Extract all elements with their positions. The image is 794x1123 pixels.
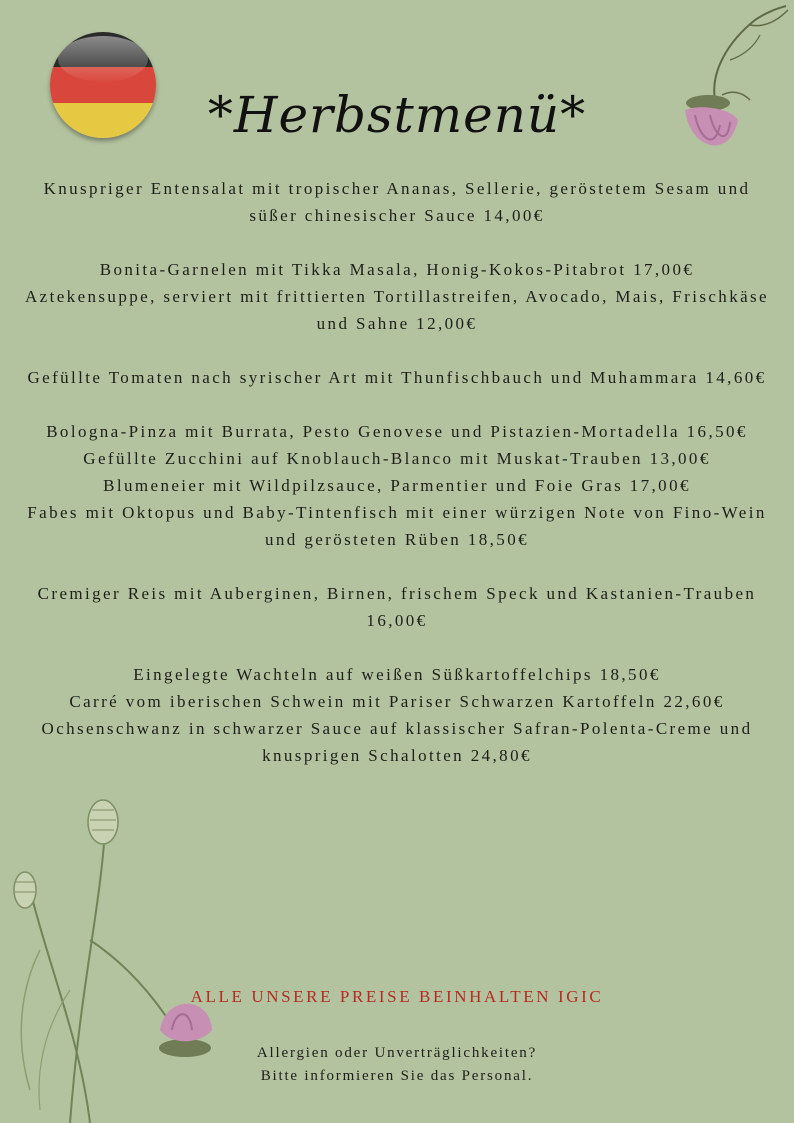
menu-item: Carré vom iberischen Schwein mit Pariser Schwarzen Kartoffeln 22,60€ (69, 692, 725, 711)
menu-item: Blumeneier mit Wildpilzsauce, Parmentier und Foie Gras 17,00€ (103, 476, 691, 495)
menu-item: Fabes mit Oktopus und Baby-Tintenfisch mit einer würzigen Note von Fino-Wein und gerösteten Rüben 18,50€ (27, 503, 767, 549)
menu-list (20, 175, 774, 769)
menu-item: Ochsenschwanz in schwarzer Sauce auf klassischer Safran-Polenta-Creme und knusprigen Schalotten 24,80€ (41, 719, 753, 765)
menu-item: Bonita-Garnelen mit Tikka Masala, Honig-Kokos-Pitabrot 17,00€ (99, 260, 695, 279)
menu-title: *Herbstmenü* (207, 86, 587, 144)
menu-item: Gefüllte Zucchini auf Knoblauch-Blanco mit Muskat-Trauben 13,00€ (83, 449, 711, 468)
allergy-line: Allergien oder Unverträglichkeiten? (256, 1045, 538, 1061)
thistle-decoration-icon (0, 790, 240, 1123)
menu-item: Knuspriger Entensalat mit tropischer Ananas, Sellerie, geröstetem Sesam und süßer chinesischer Sauce 14,00€ (43, 179, 751, 225)
menu-item: Cremiger Reis mit Auberginen, Birnen, frischem Speck und Kastanien-Trauben 16,00€ (37, 584, 757, 630)
tax-note: ALLE UNSERE PREISE BEINHALTEN IGIC (190, 987, 604, 1006)
menu-item: Gefüllte Tomaten nach syrischer Art mit Thunfischbauch und Muhammara 14,60€ (27, 368, 767, 387)
flower-decoration-icon (660, 0, 794, 170)
menu-item: Aztekensuppe, serviert mit frittierten Tortillastreifen, Avocado, Mais, Frischkäse und Sahne 12,00€ (24, 287, 770, 333)
allergy-line: Bitte informieren Sie das Personal. (260, 1068, 534, 1084)
menu-item: Eingelegte Wachteln auf weißen Süßkartoffelchips 18,50€ (133, 665, 661, 684)
menu-item: Bologna-Pinza mit Burrata, Pesto Genovese und Pistazien-Mortadella 16,50€ (46, 422, 748, 441)
